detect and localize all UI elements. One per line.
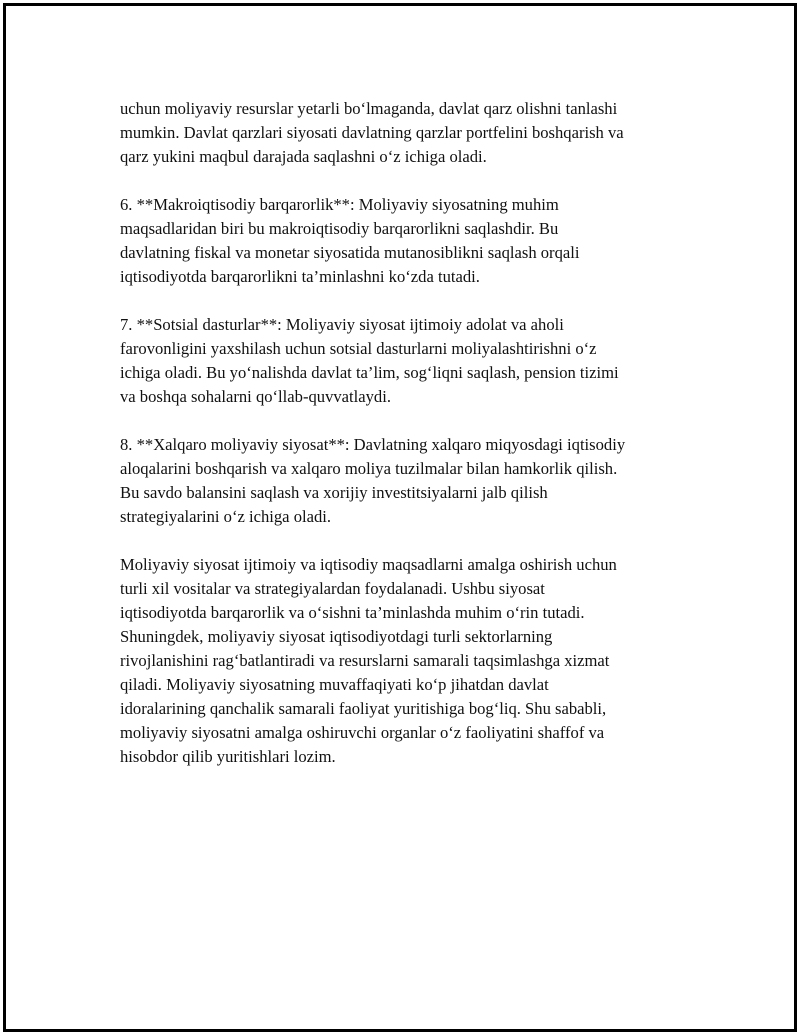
text-line: rivojlanishini rag‘batlantiradi va resurslarni samarali taqsimlashga xizmat <box>120 651 610 670</box>
text-line: iqtisodiyotda barqarorlik va o‘sishni ta’minlashda muhim o‘rin tutadi. <box>120 603 585 622</box>
text-line: aloqalarini boshqarish va xalqaro moliya tuzilmalar bilan hamkorlik qilish. <box>120 459 618 478</box>
text-line: mumkin. Davlat qarzlari siyosati davlatning qarzlar portfelini boshqarish va <box>120 123 624 142</box>
text-line: strategiyalarini o‘z ichiga oladi. <box>120 507 332 526</box>
text-line: qiladi. Moliyaviy siyosatning muvaffaqiyati ko‘p jihatdan davlat <box>120 675 549 694</box>
text-line: turli xil vositalar va strategiyalardan foydalanadi. Ushbu siyosat <box>120 579 545 598</box>
text-line: 6. **Makroiqtisodiy barqarorlik**: Moliyaviy siyosatning muhim <box>120 195 559 214</box>
text-line: maqsadlaridan biri bu makroiqtisodiy barqarorlikni saqlashdir. Bu <box>120 219 559 238</box>
text-line: Bu savdo balansini saqlash va xorijiy investitsiyalarni jalb qilish <box>120 483 548 502</box>
text-line: hisobdor qilib yuritishlari lozim. <box>120 747 336 766</box>
paragraph-xulosa <box>120 553 700 769</box>
paragraph-qarz-siyosati <box>120 97 700 169</box>
text-line: ichiga oladi. Bu yo‘nalishda davlat ta’lim, sog‘liqni saqlash, pension tizimi <box>120 363 619 382</box>
document-page <box>3 3 797 1032</box>
text-line: 7. **Sotsial dasturlar**: Moliyaviy siyosat ijtimoiy adolat va aholi <box>120 315 564 334</box>
paragraph-makroiqtisodiy-barqarorlik <box>120 193 700 289</box>
paragraph-sotsial-dasturlar <box>120 313 700 409</box>
text-line: iqtisodiyotda barqarorlikni ta’minlashni ko‘zda tutadi. <box>120 267 480 286</box>
text-line: uchun moliyaviy resurslar yetarli bo‘lmaganda, davlat qarz olishni tanlashi <box>120 99 618 118</box>
text-line: davlatning fiskal va monetar siyosatida mutanosiblikni saqlash orqali <box>120 243 580 262</box>
document-body <box>120 97 700 793</box>
text-line: farovonligini yaxshilash uchun sotsial dasturlarni moliyalashtirishni o‘z <box>120 339 597 358</box>
text-line: Shuningdek, moliyaviy siyosat iqtisodiyotdagi turli sektorlarning <box>120 627 553 646</box>
text-line: idoralarining qanchalik samarali faoliyat yuritishiga bog‘liq. Shu sababli, <box>120 699 607 718</box>
text-line: 8. **Xalqaro moliyaviy siyosat**: Davlatning xalqaro miqyosdagi iqtisodiy <box>120 435 626 454</box>
text-line: va boshqa sohalarni qo‘llab-quvvatlaydi. <box>120 387 391 406</box>
paragraph-xalqaro-moliyaviy-siyosat <box>120 433 700 529</box>
text-line: qarz yukini maqbul darajada saqlashni o‘z ichiga oladi. <box>120 147 487 166</box>
text-line: moliyaviy siyosatni amalga oshiruvchi organlar o‘z faoliyatini shaffof va <box>120 723 605 742</box>
text-line: Moliyaviy siyosat ijtimoiy va iqtisodiy maqsadlarni amalga oshirish uchun <box>120 555 617 574</box>
